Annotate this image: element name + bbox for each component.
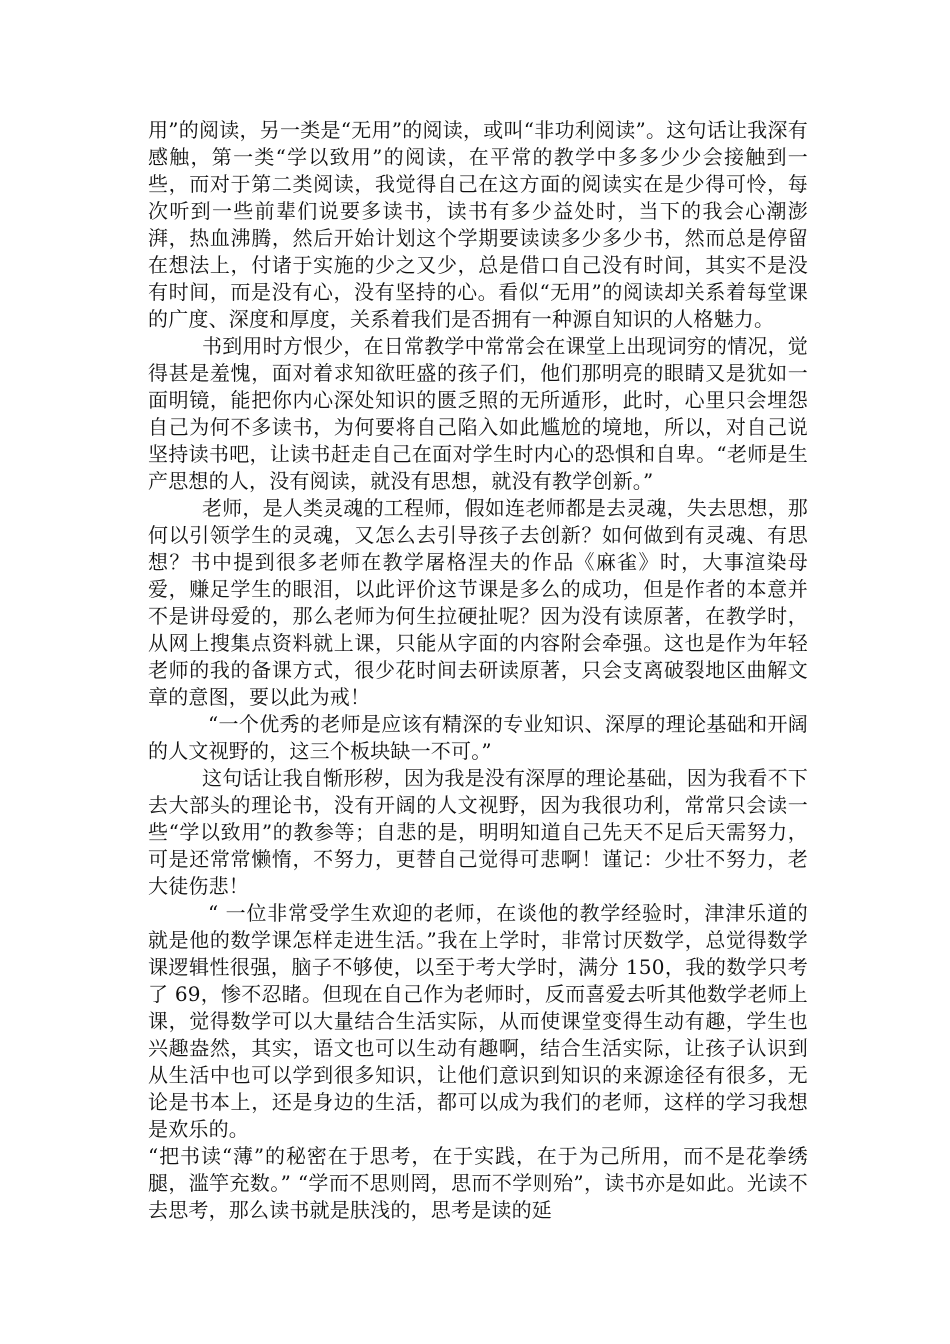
quote-paragraph: “ 一位非常受学生欢迎的老师，在谈他的教学经验时，津津乐道的就是他的数学课怎样走进生活。”我在上学时，非常讨厌数学，总觉得数学课逻辑性很强，脑子不够使，以至于考大学时，满分 150，我的数学只考了 69，惨不忍睹。但现在自己作为老师时，反而喜爱去听其他数学老师上课，觉得数学可以大量结合生活实际，从而使课堂变得生动有趣，学生也兴趣盎然，其实，语文也可以生动有趣啊，结合生活实际，让孩子认识到从生活中也可以学到很多知识，让他们意识到知识的来源途径有很多，无论是书本上，还是身边的生活，都可以成为我们的老师，这样的学习我想是欢乐的。 xyxy=(148,901,808,1141)
document-body xyxy=(148,117,808,1224)
paragraph: “把书读“薄”的秘密在于思考，在于实践，在于为己所用，而不是花拳绣腿，滥竽充数。” “学而不思则罔，思而不学则殆”，读书亦是如此。光读不去思考，那么读书就是肤浅的，思考是读的延 xyxy=(148,1144,808,1222)
paragraph: 用”的阅读，另一类是“无用”的阅读，或叫“非功利阅读”。这句话让我深有感触，第一类“学以致用”的阅读，在平常的教学中多多少少会接触到一些，而对于第二类阅读，我觉得自己在这方面的阅读实在是少得可怜，每次听到一些前辈们说要多读书，读书有多少益处时，当下的我会心潮澎湃，热血沸腾，然后开始计划这个学期要读读多少多少书，然而总是停留在想法上，付诸于实施的少之又少，总是借口自己没有时间，其实不是没有时间，而是没有心，没有坚持的心。看似“无用”的阅读却关系着每堂课的广度、深度和厚度，关系着我们是否拥有一种源自知识的人格魅力。 xyxy=(148,118,808,331)
quote-paragraph: “一个优秀的老师是应该有精深的专业知识、深厚的理论基础和开阔的人文视野的，这三个板块缺一不可。” xyxy=(148,712,808,763)
paragraph: 这句话让我自惭形秽，因为我是没有深厚的理论基础，因为我看不下去大部头的理论书，没有开阔的人文视野，因为我很功利，常常只会读一些“学以致用”的教参等；自悲的是，明明知道自己先天不足后天需努力，可是还常常懒惰，不努力，更替自己觉得可悲啊！谨记：少壮不努力，老大徒伤悲！ xyxy=(148,766,808,898)
paragraph: 老师，是人类灵魂的工程师，假如连老师都是去灵魂，失去思想，那何以引领学生的灵魂，又怎么去引导孩子去创新？如何做到有灵魂、有思想？书中提到很多老师在教学屠格涅夫的作品《麻雀》时，大事渲染母爱，赚足学生的眼泪，以此评价这节课是多么的成功，但是作者的本意并不是讲母爱的，那么老师为何生拉硬扯呢？因为没有读原著，在教学时，从网上搜集点资料就上课，只能从字面的内容附会牵强。这也是作为年轻老师的我的备课方式，很少花时间去研读原著，只会支离破裂地区曲解文章的意图，要以此为戒！ xyxy=(148,496,808,709)
paragraph: 书到用时方恨少，在日常教学中常常会在课堂上出现词穷的情况，觉得甚是羞愧，面对着求知欲旺盛的孩子们，他们那明亮的眼睛又是犹如一面明镜，能把你内心深处知识的匮乏照的无所遁形，此时，心里只会埋怨自己为何不多读书，为何要将自己陷入如此尴尬的境地，所以，对自己说坚持读书吧，让读书赶走自己在面对学生时内心的恐惧和自卑。“老师是生产思想的人，没有阅读，就没有思想，就没有教学创新。” xyxy=(148,334,808,493)
